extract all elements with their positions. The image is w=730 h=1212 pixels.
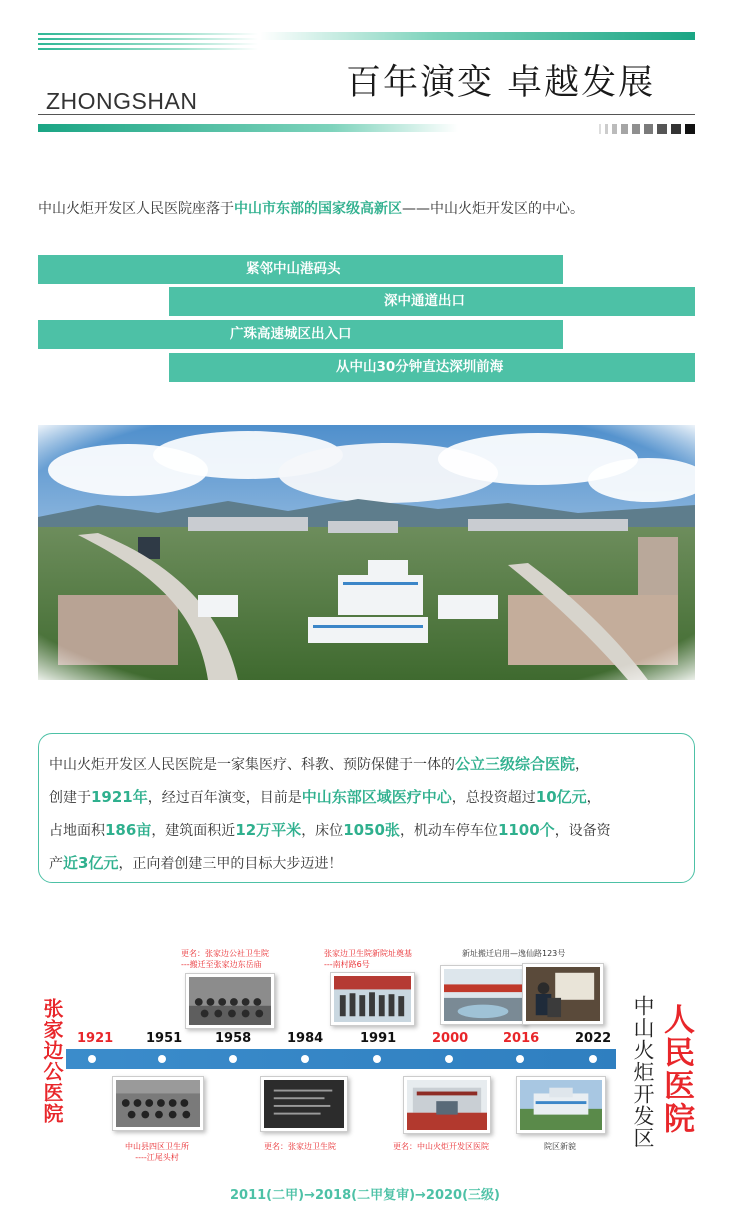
intro-text xyxy=(38,198,698,218)
desc-line-4 xyxy=(49,847,684,880)
year-1991: 1991 xyxy=(360,1031,397,1046)
desc-highlight: 12万平米 xyxy=(235,821,302,839)
year-2000: 2000 xyxy=(432,1031,469,1046)
desc-text: ，设备资 xyxy=(554,823,611,839)
desc-highlight: 近3亿元 xyxy=(63,854,119,872)
year-2022: 2022 xyxy=(575,1031,612,1046)
hospital-description-box xyxy=(38,733,695,883)
desc-highlight: 公立三级综合医院 xyxy=(455,755,576,773)
timeline-dot xyxy=(516,1055,524,1063)
timeline-right-label-big: 人民医院 xyxy=(658,1003,694,1135)
desc-text: ， xyxy=(586,790,601,806)
desc-text: 中山火炬开发区人民医院是一家集医疗、科教、预防保健于一体的 xyxy=(49,757,455,773)
page-subtitle-en: ZHONGSHAN xyxy=(46,88,198,114)
desc-text: ， xyxy=(575,757,590,773)
year-1951: 1951 xyxy=(146,1031,183,1046)
desc-line-3 xyxy=(49,814,684,847)
timeline-right-label-small: 中山火炬开发区 xyxy=(631,995,655,1149)
aerial-city-photo xyxy=(38,425,695,680)
desc-line-2 xyxy=(49,781,684,814)
caption-1991 xyxy=(324,948,412,970)
photo-2016-opening xyxy=(440,965,526,1025)
caption-line: ---搬迁至张家边东岳庙 xyxy=(181,960,262,969)
desc-text: 占地面积 xyxy=(49,823,105,839)
desc-highlight: 10亿元 xyxy=(535,788,587,806)
location-bar-highway: 广珠高速城区出入口 xyxy=(38,320,563,349)
intro-highlight: 中山市东部的国家级高新区 xyxy=(234,201,402,217)
timeline-dot xyxy=(229,1055,237,1063)
timeline-dot xyxy=(88,1055,96,1063)
header-rule xyxy=(38,114,695,115)
desc-highlight: 1050张 xyxy=(343,821,400,839)
caption-line: ---南村路6号 xyxy=(324,960,370,969)
grade-progression: 2011(二甲)→2018(二甲复审)→2020(三级) xyxy=(230,1188,500,1203)
location-bar-port: 紧邻中山港码头 xyxy=(38,255,563,284)
header-stripes-decoration xyxy=(38,33,258,51)
caption-1984: 更名：张家边卫生院 xyxy=(264,1142,336,1151)
header-bottom-bar xyxy=(38,124,458,132)
caption-line: 张家边卫生院新院址奠基 xyxy=(324,949,412,958)
photo-1991-ceremony xyxy=(330,972,415,1026)
photo-1984-document xyxy=(260,1076,348,1132)
desc-text: 创建于 xyxy=(49,790,91,806)
page-title: 百年演变 卓越发展 xyxy=(346,63,656,103)
caption-1958 xyxy=(181,948,269,970)
photo-2000-gate xyxy=(403,1076,491,1134)
timeline-dot xyxy=(373,1055,381,1063)
photo-1958-group xyxy=(185,973,275,1029)
intro-prefix: 中山火炬开发区人民医院座落于 xyxy=(38,201,234,217)
year-1984: 1984 xyxy=(287,1031,324,1046)
timeline-left-label: 张家边公医院 xyxy=(40,998,64,1124)
desc-highlight: 1921年 xyxy=(91,788,148,806)
caption-line: 更名：张家边公社卫生院 xyxy=(181,949,269,958)
caption-2022: 院区新貌 xyxy=(544,1142,576,1151)
timeline-dot xyxy=(301,1055,309,1063)
desc-text: ，正向着创建三甲的目标大步迈进！ xyxy=(118,856,343,872)
timeline-dot xyxy=(158,1055,166,1063)
photo-1951-group xyxy=(112,1076,204,1131)
caption-2016: 新址搬迁启用—逸仙路123号 xyxy=(462,949,566,958)
timeline-dot xyxy=(589,1055,597,1063)
caption-line: ----江尾头村 xyxy=(135,1153,179,1162)
caption-1951 xyxy=(125,1141,189,1163)
desc-line-1 xyxy=(49,748,684,781)
year-1958: 1958 xyxy=(215,1031,252,1046)
timeline-bar xyxy=(66,1049,616,1069)
desc-highlight: 中山东部区域医疗中心 xyxy=(301,788,452,806)
location-bar-shenzhong: 深中通道出口 xyxy=(169,287,695,316)
photo-2022-campus xyxy=(516,1076,606,1134)
timeline-dot xyxy=(445,1055,453,1063)
desc-highlight: 1100个 xyxy=(497,821,555,839)
location-bar-qianhai: 从中山30分钟直达深圳前海 xyxy=(169,353,695,382)
desc-text: ，机动车停车位 xyxy=(399,823,498,839)
caption-line: 中山县四区卫生所 xyxy=(125,1142,189,1151)
desc-text: ，床位 xyxy=(301,823,344,839)
gradient-squares-decoration xyxy=(580,124,695,134)
desc-text: ，建筑面积近 xyxy=(151,823,236,839)
intro-suffix: ——中山火炬开发区的中心。 xyxy=(402,201,584,217)
desc-text: ，总投资超过 xyxy=(451,790,536,806)
desc-highlight: 186亩 xyxy=(105,821,152,839)
header-top-bar xyxy=(260,32,695,40)
year-1921: 1921 xyxy=(77,1031,114,1046)
desc-text: ，经过百年演变，目前是 xyxy=(147,790,302,806)
photo-2016-speech xyxy=(522,963,604,1025)
caption-2000: 更名：中山火炬开发区医院 xyxy=(393,1142,489,1151)
desc-text: 产 xyxy=(49,856,63,872)
year-2016: 2016 xyxy=(503,1031,540,1046)
